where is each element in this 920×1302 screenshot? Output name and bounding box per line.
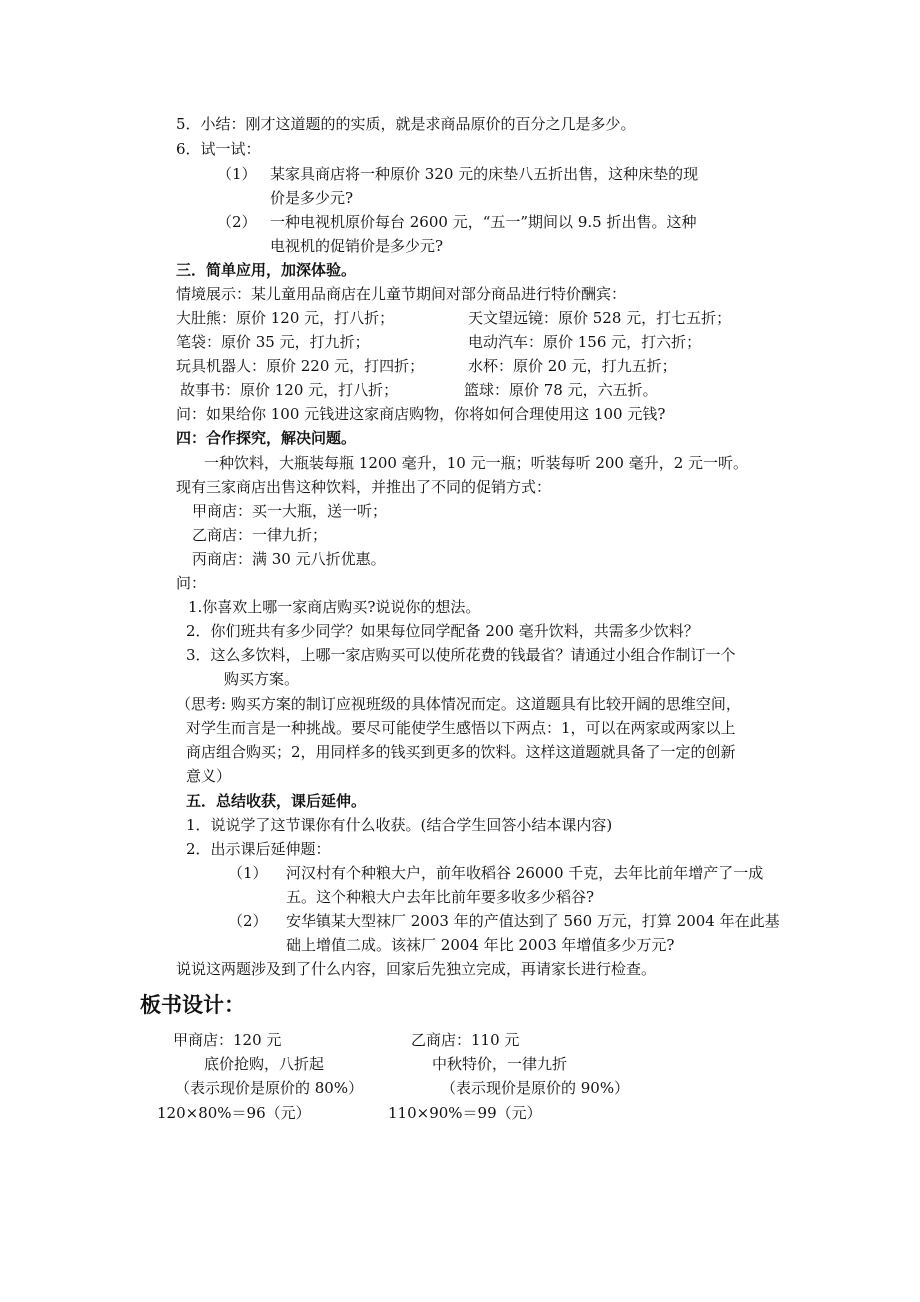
product-item: 大肚熊：原价 120 元，打八折； bbox=[176, 309, 395, 327]
product-item: 笔袋：原价 35 元，打九折； bbox=[176, 333, 370, 351]
board-offer-b: 中秋特价，一律九折 bbox=[432, 1055, 568, 1073]
homework-note: 说说这两题涉及到了什么内容，回家后先独立完成，再请家长进行检查。 bbox=[176, 960, 657, 978]
extension-question-1-cont: 五。这个种粮大户去年比前年要多收多少稻谷? bbox=[286, 888, 595, 906]
drink-description: 一种饮料，大瓶装每瓶 1200 毫升，10 元一瓶；听装每听 200 毫升，2 元一听。 bbox=[204, 454, 749, 472]
thinking-note-cont: 意义） bbox=[186, 767, 232, 785]
question-line: 问：如果给你 100 元钱进这家商店购物，你将如何合理使用这 100 元钱? bbox=[176, 405, 666, 423]
item-number: （1） bbox=[228, 864, 268, 882]
question-3: 3．这么多饮料，上哪一家店购买可以使所花费的钱最省？请通过小组合作制订一个 bbox=[186, 646, 736, 664]
section-5-heading: 五．总结收获，课后延伸。 bbox=[186, 792, 367, 810]
thinking-note-cont: 商店组合购买；2，用同样多的钱买到更多的饮料。这样这道题就具备了一定的创新 bbox=[186, 743, 736, 761]
item-number: （2） bbox=[217, 213, 257, 231]
try-question-2-cont: 电视机的促销价是多少元? bbox=[270, 237, 444, 255]
try-question-2: 一种电视机原价每台 2600 元，“五一”期间以 9.5 折出售。这种 bbox=[270, 213, 697, 231]
product-item: 天文望远镜：原价 528 元，打七五折； bbox=[468, 309, 732, 327]
board-store-b: 乙商店：110 元 bbox=[411, 1031, 520, 1049]
extension-question-2-cont: 础上增值二成。该袜厂 2004 年比 2003 年增值多少万元? bbox=[286, 936, 675, 954]
stores-intro: 现有三家商店出售这种饮料，并推出了不同的促销方式： bbox=[176, 478, 552, 496]
board-meaning-b: （表示现价是原价的 90%） bbox=[441, 1079, 630, 1097]
store-offer: 甲商店：买一大瓶，送一听； bbox=[192, 502, 388, 520]
product-item: 故事书：原价 120 元，打八折； bbox=[180, 381, 399, 399]
wrap-up-1: 1．说说学了这节课你有什么收获。(结合学生回答小结本课内容) bbox=[186, 816, 613, 834]
store-offer: 乙商店：一律九折； bbox=[192, 526, 328, 544]
section-4-heading: 四：合作探究，解决问题。 bbox=[176, 429, 357, 447]
question-2: 2．你们班共有多少同学？如果每位同学配备 200 毫升饮料，共需多少饮料？ bbox=[186, 622, 699, 640]
item-number: （2） bbox=[228, 912, 268, 930]
wrap-up-2: 2．出示课后延伸题： bbox=[186, 840, 331, 858]
board-store-a: 甲商店：120 元 bbox=[173, 1031, 282, 1049]
board-offer-a: 底价抢购，八折起 bbox=[204, 1055, 325, 1073]
product-item: 篮球：原价 78 元，六五折。 bbox=[464, 381, 658, 399]
board-meaning-a: （表示现价是原价的 80%） bbox=[175, 1079, 364, 1097]
extension-question-1: 河汉村有个种粮大户，前年收稻谷 26000 千克，去年比前年增产了一成 bbox=[286, 864, 764, 882]
store-offer: 丙商店：满 30 元八折优惠。 bbox=[192, 550, 386, 568]
summary-line: 5．小结：刚才这道题的的实质，就是求商品原价的百分之几是多少。 bbox=[176, 115, 636, 133]
question-1: 1.你喜欢上哪一家商店购买?说说你的想法。 bbox=[188, 598, 481, 616]
item-number: （1） bbox=[217, 165, 257, 183]
question-label: 问： bbox=[176, 574, 207, 592]
thinking-note-cont: 对学生而言是一种挑战。要尽可能使学生感悟以下两点：1，可以在两家或两家以上 bbox=[186, 719, 736, 737]
product-item: 玩具机器人：原价 220 元，打四折； bbox=[176, 357, 425, 375]
board-calc-b: 110×90%＝99（元） bbox=[388, 1104, 542, 1122]
question-3-cont: 购买方案。 bbox=[224, 670, 300, 688]
section-3-heading: 三．简单应用，加深体验。 bbox=[176, 261, 357, 279]
try-question-1-cont: 价是多少元? bbox=[270, 189, 354, 207]
scenario-line: 情境展示：某儿童用品商店在儿童节期间对部分商品进行特价酬宾： bbox=[176, 285, 627, 303]
try-heading: 6．试一试： bbox=[176, 140, 261, 158]
try-question-1: 某家具商店将一种原价 320 元的床垫八五折出售，这种床垫的现 bbox=[270, 165, 699, 183]
product-item: 水杯：原价 20 元，打九五折； bbox=[468, 357, 677, 375]
board-design-title: 板书设计： bbox=[140, 993, 245, 1017]
thinking-note: （思考: 购买方案的制订应视班级的具体情况而定。这道题具有比较开阔的思维空间， bbox=[176, 695, 741, 713]
product-item: 电动汽车：原价 156 元，打六折； bbox=[468, 333, 702, 351]
extension-question-2: 安华镇某大型袜厂 2003 年的产值达到了 560 万元，打算 2004 年在此基 bbox=[286, 912, 780, 930]
board-calc-a: 120×80%＝96（元） bbox=[157, 1104, 311, 1122]
